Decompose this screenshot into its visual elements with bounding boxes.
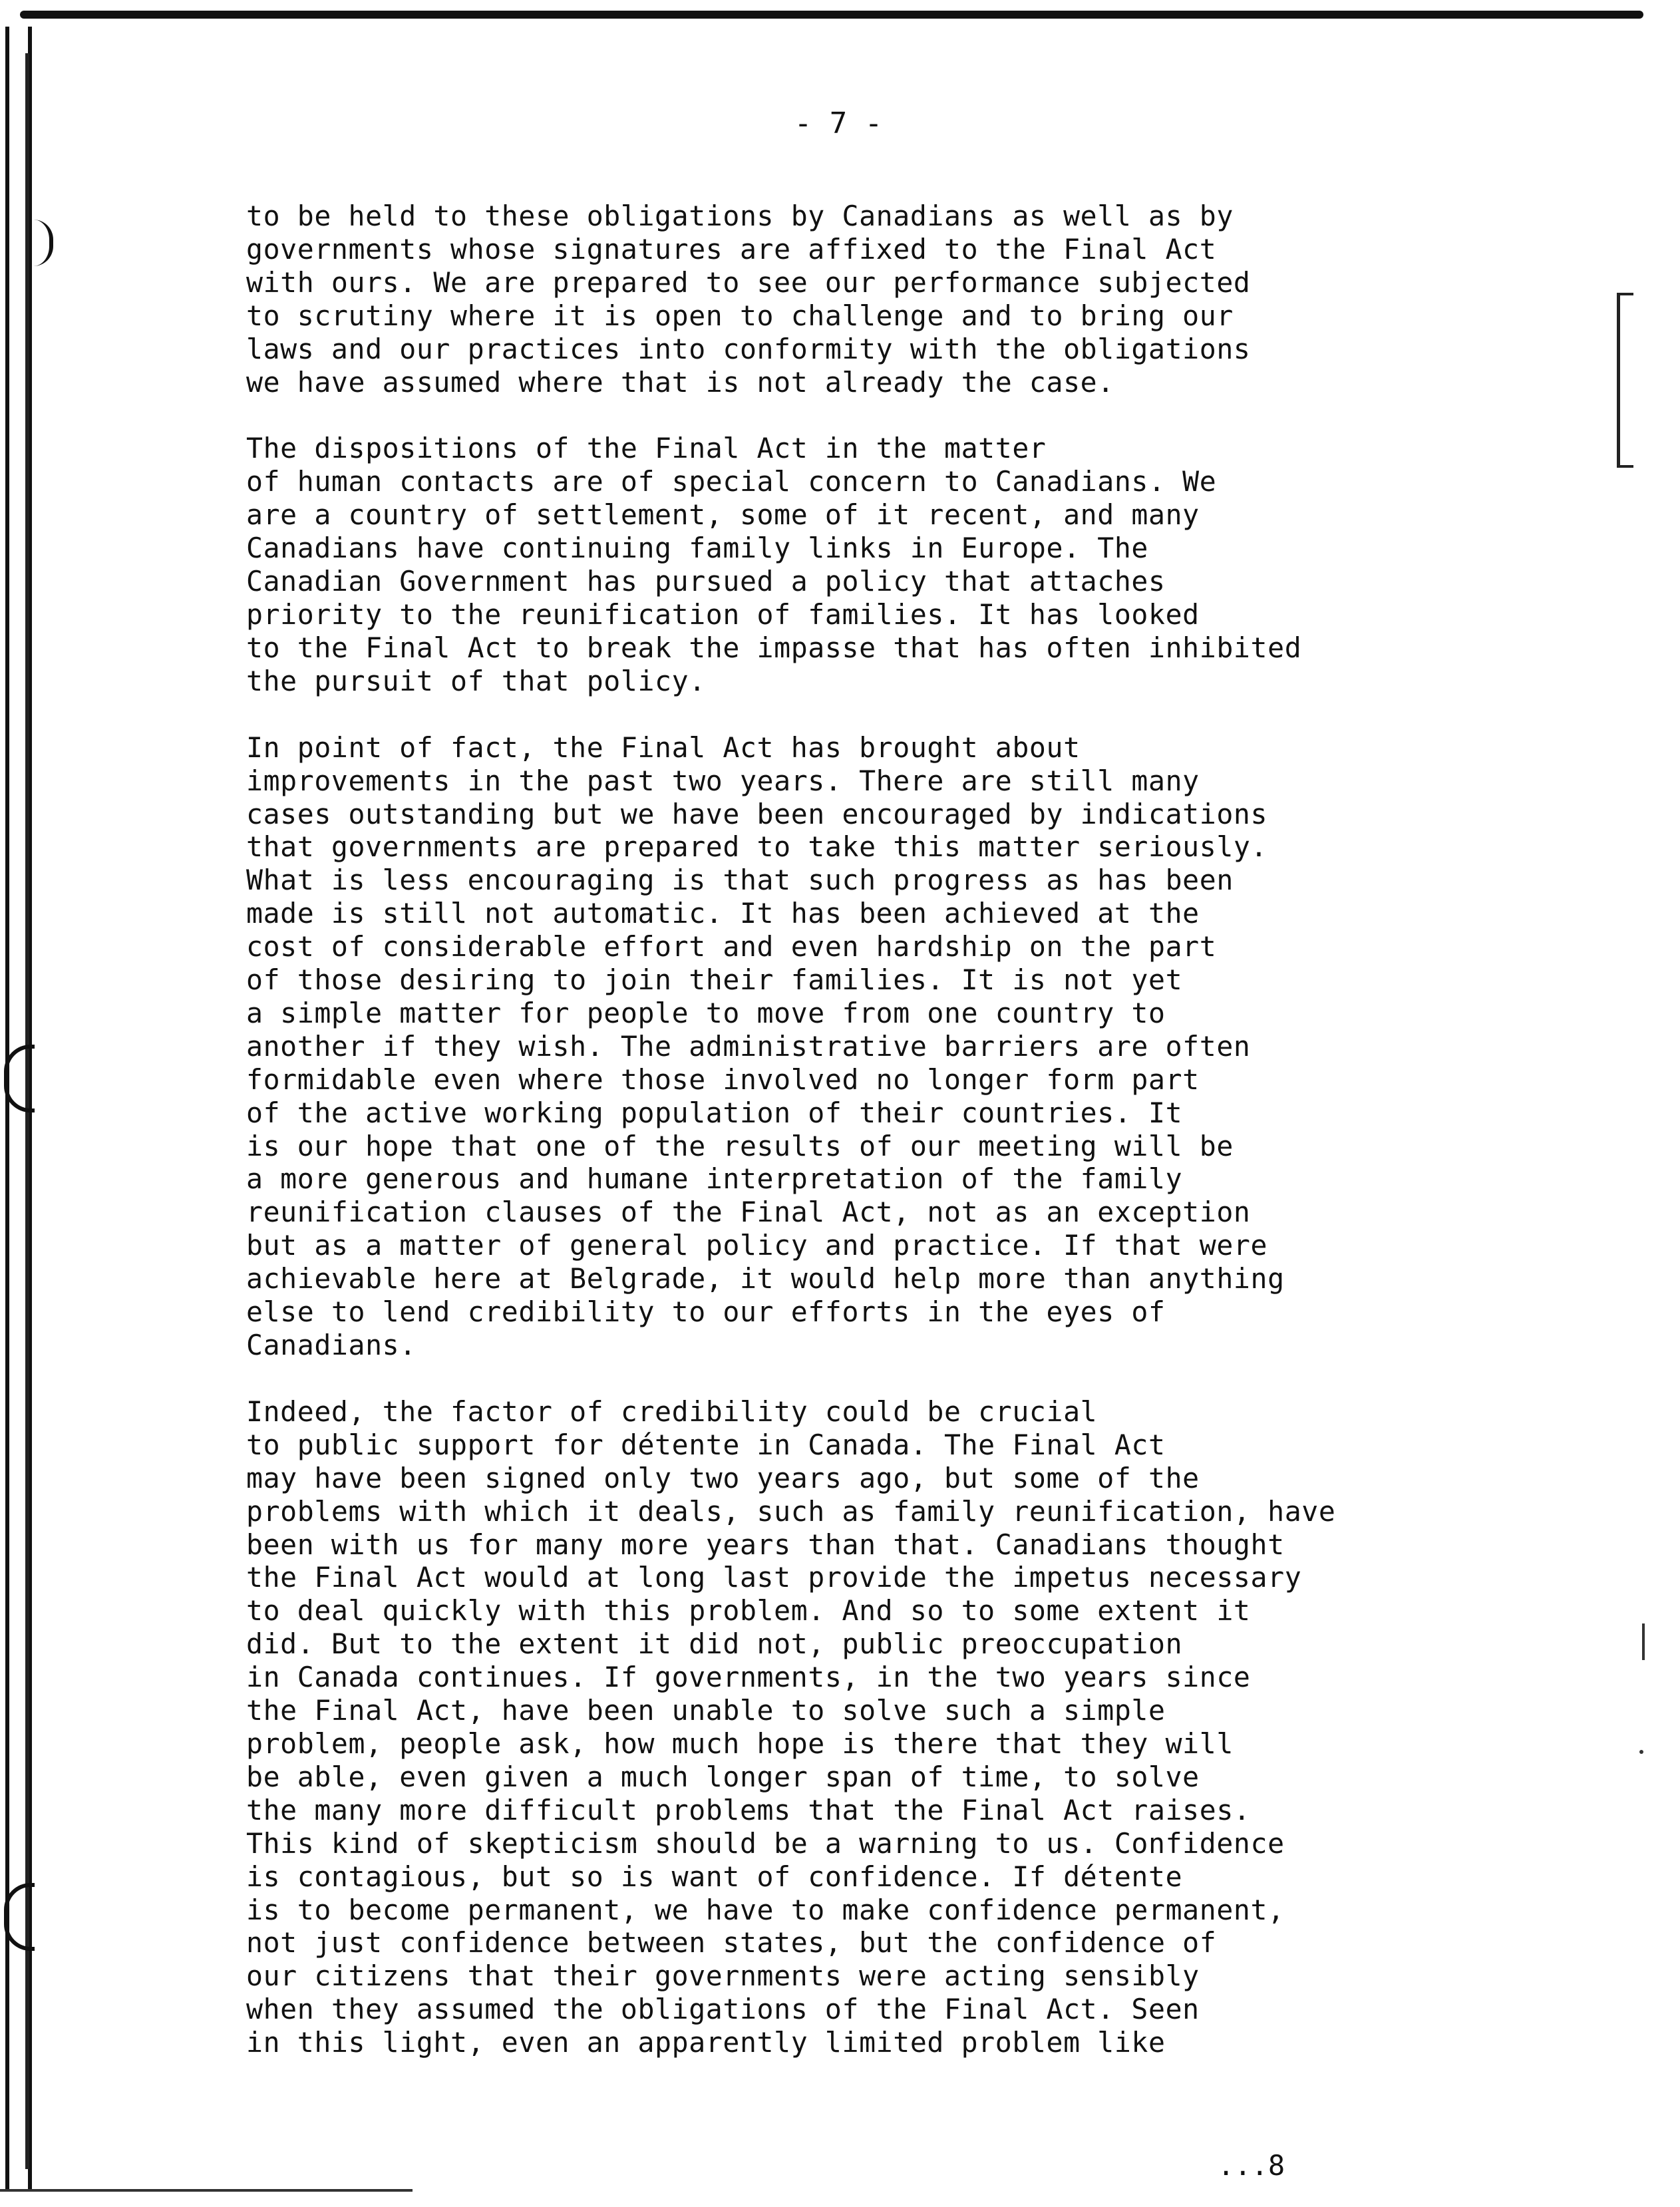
paragraph: The dispositions of the Final Act in the matter of human contacts are of special concern to Canadians. We are a country of settlement, some of it recent, and many Canadians have continuing family links in Europe. The Canadian Government has pursued a policy that attaches priority to the reunification of families. It has looked to the Final Act to break the impasse that has often inhibited the pursuit of that policy. (246, 432, 1302, 697)
page-top-edge (20, 11, 1643, 19)
continuation-marker: ...8 (1218, 2149, 1285, 2182)
page-bottom-edge (0, 2189, 413, 2192)
page-number: - 7 - (794, 106, 883, 140)
margin-dot (1639, 1750, 1643, 1754)
body-text (246, 200, 1530, 2059)
paragraph: In point of fact, the Final Act has brought about improvements in the past two years. There are still many cases outstanding but we have been encouraged by indications that governments are prepared to take this matter seriously. What is less encouraging is that such progress as has been made is still not automatic. It has been achieved at the cost of considerable effort and even hardship on the part of those desiring to join their families. It is not yet a simple matter for people to move from one country to another if they wish. The administrative barriers are often formidable even where those involved no longer form part of the active working population of their countries. It is our hope that one of the results of our meeting will be a more generous and humane interpretation of the family reunification clauses of the Final Act, not as an exception but as a matter of general policy and practice. If that were achievable here at Belgrade, it would help more than anything else to lend credibility to our efforts in the eyes of Canadians. (246, 731, 1285, 1361)
margin-bracket (1617, 293, 1633, 468)
paragraph: Indeed, the factor of credibility could be crucial to public support for détente in Canada. The Final Act may have been signed only two years ago, but some of the problems with which it deals, such as family reunification, have been with us for many more years than that. Canadians thought the Final Act would at long last provide the impetus necessary to deal quickly with this problem. And so to some extent it did. But to the extent it did not, public preoccupation in Canada continues. If governments, in the two years since the Final Act, have been unable to solve such a simple problem, people ask, how much hope is there that they will be able, even given a much longer span of time, to solve the many more difficult problems that the Final Act raises. This kind of skepticism should be a warning to us. Confidence is contagious, but so is want of confidence. If détente is to become permanent, we have to make confidence permanent, not just confidence between states, but the confidence of our citizens that their governments were acting sensibly when they assumed the obligations of the Final Act. Seen in this light, even an apparently limited problem like (246, 1395, 1336, 2059)
binding-clip (23, 220, 53, 266)
paragraph: to be held to these obligations by Canadians as well as by governments whose signatures are affixed to the Final Act with ours. We are prepared to see our performance subjected to scrutiny where it is open to challenge and to bring our laws and our practices into conformity with the obligations we have assumed where that is not already the case. (246, 200, 1251, 399)
margin-mark (1642, 1623, 1645, 1660)
